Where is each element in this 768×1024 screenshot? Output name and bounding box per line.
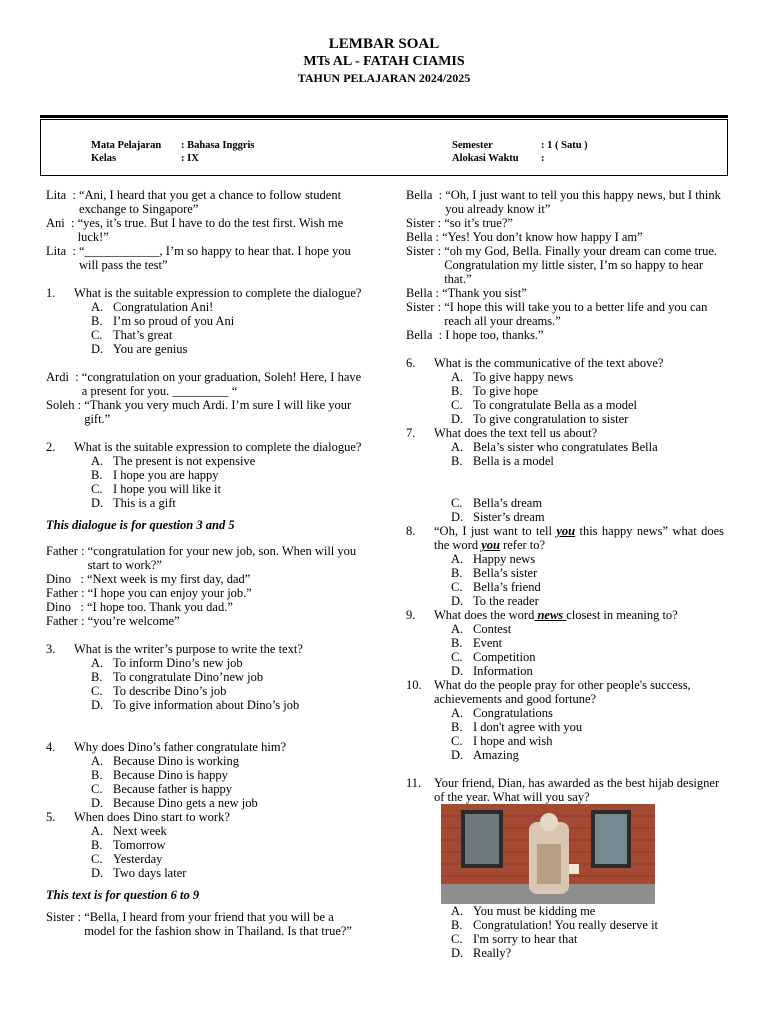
option-letter: C. bbox=[451, 932, 463, 946]
dialogue-line bbox=[406, 286, 724, 300]
speaker-name: Bella : bbox=[406, 286, 443, 300]
street-scene-illustration bbox=[441, 804, 655, 904]
q9-underline: news bbox=[534, 608, 567, 622]
question-stem bbox=[406, 356, 724, 370]
answer-option bbox=[91, 300, 366, 314]
info-left bbox=[91, 139, 255, 165]
answer-option bbox=[91, 698, 366, 712]
option-letter: C. bbox=[451, 580, 463, 594]
hijab-model-photo bbox=[441, 804, 655, 904]
option-text: To the reader bbox=[473, 594, 539, 608]
option-text: I don't agree with you bbox=[473, 720, 583, 734]
option-letter: C. bbox=[91, 482, 103, 496]
answer-option bbox=[451, 454, 724, 468]
dialogue-line bbox=[406, 328, 724, 342]
q8-post: refer to? bbox=[499, 538, 546, 552]
speaker-name: Ani : bbox=[46, 216, 78, 230]
option-letter: D. bbox=[91, 698, 104, 712]
option-text: To give happy news bbox=[473, 370, 574, 384]
answer-option bbox=[451, 946, 724, 960]
question-text: What is the suitable expression to complete the dialogue? bbox=[74, 286, 362, 300]
answer-option bbox=[91, 670, 366, 684]
academic-year: TAHUN PELAJARAN 2024/2025 bbox=[297, 71, 471, 85]
dialogue-text: “so it’s true?” bbox=[444, 216, 513, 230]
kelas-label: Kelas bbox=[91, 153, 117, 164]
option-text: Because father is happy bbox=[113, 782, 233, 796]
answer-option bbox=[451, 398, 724, 412]
dialogue-text: “Thank you very much Ardi. I’m sure I will like your gift.” bbox=[84, 398, 352, 426]
speaker-name: Father : bbox=[46, 614, 88, 628]
answer-option bbox=[451, 440, 724, 454]
option-letter: D. bbox=[451, 412, 464, 426]
option-text: Bela’s sister who congratulates Bella bbox=[473, 440, 658, 454]
option-text: Two days later bbox=[113, 866, 187, 880]
dialogue-2 bbox=[46, 370, 366, 426]
speaker-name: Dino : bbox=[46, 600, 87, 614]
option-letter: C. bbox=[451, 650, 463, 664]
option-letter: C. bbox=[91, 684, 103, 698]
option-letter: A. bbox=[91, 656, 104, 670]
answer-option bbox=[451, 664, 724, 678]
answer-option bbox=[451, 510, 724, 524]
answer-option bbox=[451, 748, 724, 762]
question-text: Your friend, Dian, has awarded as the best hijab designer of the year. What will you say? bbox=[434, 776, 720, 804]
question-stem bbox=[406, 776, 724, 804]
note-q3-5: This dialogue is for question 3 and 5 bbox=[46, 518, 235, 532]
dialogue-text: “Next week is my first day, dad” bbox=[86, 572, 251, 586]
answer-option bbox=[91, 684, 366, 698]
option-text: Because Dino gets a new job bbox=[113, 796, 258, 810]
option-text: Bella is a model bbox=[473, 454, 554, 468]
answer-option bbox=[91, 496, 366, 510]
option-text: Congratulations bbox=[473, 706, 553, 720]
option-letter: A. bbox=[451, 370, 464, 384]
question-number: 7. bbox=[406, 426, 416, 440]
question-9 bbox=[406, 608, 724, 622]
speaker-name: Sister : bbox=[406, 244, 445, 258]
dialogue-4-start bbox=[46, 910, 366, 938]
option-letter: D. bbox=[451, 594, 464, 608]
option-text: Happy news bbox=[473, 552, 536, 566]
answer-option bbox=[91, 796, 366, 810]
option-text: To give congratulation to sister bbox=[473, 412, 629, 426]
dialogue-line bbox=[46, 614, 366, 628]
question-number: 10. bbox=[406, 678, 422, 692]
option-text: Sister’s dream bbox=[473, 510, 545, 524]
option-text: Contest bbox=[473, 622, 512, 636]
dialogue-line bbox=[46, 398, 366, 426]
answer-option bbox=[451, 496, 724, 510]
option-letter: B. bbox=[91, 468, 103, 482]
dialogue-4-cont bbox=[406, 188, 724, 342]
answer-option bbox=[91, 852, 366, 866]
dialogue-text: “Thank you sist” bbox=[442, 286, 527, 300]
dialogue-line bbox=[46, 544, 366, 572]
question-number: 4. bbox=[46, 740, 56, 754]
dialogue-line bbox=[46, 910, 366, 938]
dialogue-line bbox=[46, 244, 366, 272]
dialogue-line bbox=[46, 586, 366, 600]
dialogue-text: “yes, it’s true. But I have to do the test first. Wish me luck!” bbox=[77, 216, 344, 244]
mapel-label: Mata Pelajaran bbox=[91, 140, 162, 151]
option-letter: A. bbox=[91, 754, 104, 768]
answer-option bbox=[451, 904, 724, 918]
option-text: I hope and wish bbox=[473, 734, 553, 748]
speaker-name: Bella : bbox=[406, 328, 446, 342]
answer-option bbox=[91, 866, 366, 880]
option-letter: B. bbox=[451, 454, 463, 468]
q8-options bbox=[406, 552, 724, 608]
option-text: To give information about Dino’s job bbox=[113, 698, 300, 712]
header-rule-thick bbox=[40, 115, 728, 118]
answer-option bbox=[91, 782, 366, 796]
option-text: Event bbox=[473, 636, 503, 650]
option-text: Congratulation Ani! bbox=[113, 300, 214, 314]
option-text: I hope you are happy bbox=[113, 468, 219, 482]
option-letter: B. bbox=[451, 384, 463, 398]
speaker-name: Soleh : bbox=[46, 398, 85, 412]
speaker-name: Lita : bbox=[46, 244, 79, 258]
option-letter: B. bbox=[91, 670, 103, 684]
answer-option bbox=[451, 384, 724, 398]
speaker-name: Sister : bbox=[406, 216, 445, 230]
dialogue-text: “Yes! You don’t know how happy I am” bbox=[442, 230, 643, 244]
answer-option bbox=[91, 824, 366, 838]
answer-option bbox=[91, 342, 366, 356]
dialogue-text: “Ani, I heard that you get a chance to follow student exchange to Singapore” bbox=[78, 188, 342, 216]
question-7 bbox=[406, 426, 724, 524]
option-text: Because Dino is happy bbox=[113, 768, 228, 782]
option-text: Bella’s friend bbox=[473, 580, 541, 594]
option-letter: A. bbox=[91, 824, 104, 838]
dialogue-text: “____________, I’m so happy to hear that. I hope you will pass the test” bbox=[78, 244, 351, 272]
question-text: What is the writer’s purpose to write the text? bbox=[74, 642, 303, 656]
question-number: 1. bbox=[46, 286, 56, 300]
answer-option bbox=[451, 918, 724, 932]
question-stem bbox=[46, 286, 366, 300]
option-text: I’m so proud of you Ani bbox=[113, 314, 235, 328]
option-text: You must be kidding me bbox=[473, 904, 596, 918]
question-text: When does Dino start to work? bbox=[74, 810, 230, 824]
school-name: MTs AL - FATAH CIAMIS bbox=[303, 54, 465, 69]
option-letter: B. bbox=[91, 768, 103, 782]
question-stem bbox=[46, 642, 366, 656]
question-text: Why does Dino’s father congratulate him? bbox=[74, 740, 287, 754]
question-text: What does the text tell us about? bbox=[434, 426, 598, 440]
speaker-name: Father : bbox=[46, 586, 88, 600]
q9-number: 9. bbox=[406, 608, 416, 622]
option-text: Because Dino is working bbox=[113, 754, 240, 768]
dialogue-line bbox=[46, 216, 366, 244]
answer-option bbox=[451, 734, 724, 748]
question-1 bbox=[46, 286, 366, 356]
option-text: Next week bbox=[113, 824, 167, 838]
question-stem bbox=[406, 426, 724, 440]
option-text: Bella’s dream bbox=[473, 496, 543, 510]
sheet-title: LEMBAR SOAL bbox=[328, 36, 440, 52]
option-text: Tomorrow bbox=[113, 838, 166, 852]
q8-underline-1: you bbox=[556, 524, 576, 538]
option-letter: B. bbox=[451, 720, 463, 734]
option-letter: D. bbox=[451, 664, 464, 678]
answer-option bbox=[451, 636, 724, 650]
dialogue-line bbox=[406, 244, 724, 286]
option-letter: D. bbox=[91, 796, 104, 810]
semester-label: Semester bbox=[452, 140, 493, 151]
question-6 bbox=[406, 356, 724, 426]
speaker-name: Bella : bbox=[406, 188, 446, 202]
question-3 bbox=[46, 642, 366, 712]
option-letter: A. bbox=[91, 454, 104, 468]
answer-option bbox=[91, 468, 366, 482]
option-letter: B. bbox=[91, 838, 103, 852]
answer-option bbox=[91, 656, 366, 670]
answer-option bbox=[91, 754, 366, 768]
answer-option bbox=[451, 566, 724, 580]
question-stem bbox=[406, 678, 724, 706]
dialogue-text: “you’re welcome” bbox=[87, 614, 180, 628]
dialogue-line bbox=[406, 230, 724, 244]
dialogue-line bbox=[406, 216, 724, 230]
dialogue-text: “congratulation on your graduation, Soleh! Here, I have a present for you. _________ “ bbox=[81, 370, 362, 398]
q8-pre: “Oh, I just want to tell bbox=[434, 524, 557, 538]
dialogue-text: “Bella, I heard from your friend that you will be a model for the fashion show in Thailand. Is that true?” bbox=[84, 910, 352, 938]
dialogue-line bbox=[46, 600, 366, 614]
option-text: The present is not expensive bbox=[113, 454, 256, 468]
question-text: What is the suitable expression to complete the dialogue? bbox=[74, 440, 362, 454]
q9-pre: What does the word bbox=[434, 608, 535, 622]
question-10 bbox=[406, 678, 724, 762]
answer-option bbox=[91, 314, 366, 328]
dialogue-text: “I hope too. Thank you dad.” bbox=[86, 600, 233, 614]
option-text: Really? bbox=[473, 946, 512, 960]
question-text: What is the communicative of the text above? bbox=[434, 356, 664, 370]
option-letter: B. bbox=[451, 566, 463, 580]
answer-option bbox=[91, 454, 366, 468]
option-text: Congratulation! You really deserve it bbox=[473, 918, 659, 932]
alokasi-label: Alokasi Waktu bbox=[452, 153, 519, 164]
option-letter: D. bbox=[91, 866, 104, 880]
option-text: Amazing bbox=[473, 748, 519, 762]
speaker-name: Father : bbox=[46, 544, 88, 558]
q8-underline-2: you bbox=[481, 538, 500, 552]
answer-option bbox=[451, 650, 724, 664]
option-letter: D. bbox=[91, 496, 104, 510]
speaker-name: Bella : bbox=[406, 230, 443, 244]
option-letter: C. bbox=[451, 496, 463, 510]
option-letter: A. bbox=[91, 300, 104, 314]
dialogue-3 bbox=[46, 544, 366, 628]
speaker-name: Sister : bbox=[46, 910, 85, 924]
option-letter: C. bbox=[91, 328, 103, 342]
dialogue-text: “I hope this will take you to a better life and you can reach all your dreams.” bbox=[444, 300, 708, 328]
option-text: Yesterday bbox=[113, 852, 163, 866]
answer-option bbox=[451, 552, 724, 566]
q8-number: 8. bbox=[406, 524, 416, 538]
option-text: I hope you will like it bbox=[113, 482, 221, 496]
option-letter: D. bbox=[451, 748, 464, 762]
option-letter: C. bbox=[91, 782, 103, 796]
option-letter: D. bbox=[451, 946, 464, 960]
dialogue-line bbox=[46, 572, 366, 586]
question-11 bbox=[406, 776, 724, 960]
alokasi-value: : bbox=[541, 153, 545, 164]
speaker-name: Sister : bbox=[406, 300, 445, 314]
question-text: What do the people pray for other people's success, achievements and good fortune? bbox=[434, 678, 691, 706]
answer-option bbox=[451, 706, 724, 720]
answer-option bbox=[91, 328, 366, 342]
option-letter: A. bbox=[451, 622, 464, 636]
answer-option bbox=[451, 594, 724, 608]
question-2 bbox=[46, 440, 366, 510]
question-number: 11. bbox=[406, 776, 422, 790]
dialogue-line bbox=[46, 370, 366, 398]
answer-option bbox=[91, 838, 366, 852]
option-text: To give hope bbox=[473, 384, 539, 398]
q9-post: closest in meaning to? bbox=[566, 608, 678, 622]
option-text: That’s great bbox=[113, 328, 173, 342]
question-stem bbox=[46, 740, 366, 754]
question-stem bbox=[46, 440, 366, 454]
option-letter: B. bbox=[451, 636, 463, 650]
option-text: Information bbox=[473, 664, 533, 678]
mapel-value: : Bahasa Inggris bbox=[181, 140, 255, 151]
answer-option bbox=[91, 482, 366, 496]
semester-value: : 1 ( Satu ) bbox=[541, 140, 588, 151]
option-letter: C. bbox=[91, 852, 103, 866]
option-text: Bella’s sister bbox=[473, 566, 538, 580]
option-letter: D. bbox=[451, 510, 464, 524]
dialogue-line bbox=[406, 300, 724, 328]
question-number: 5. bbox=[46, 810, 56, 824]
option-text: This is a gift bbox=[113, 496, 176, 510]
dialogue-line bbox=[406, 188, 724, 216]
note-q6-9: This text is for question 6 to 9 bbox=[46, 888, 200, 902]
question-4 bbox=[46, 740, 366, 810]
question-number: 6. bbox=[406, 356, 416, 370]
option-text: You are genius bbox=[113, 342, 188, 356]
kelas-value: : IX bbox=[181, 153, 199, 164]
question-stem bbox=[46, 810, 366, 824]
option-letter: B. bbox=[91, 314, 103, 328]
question-number: 2. bbox=[46, 440, 56, 454]
question-number: 3. bbox=[46, 642, 56, 656]
question-8 bbox=[406, 524, 724, 552]
option-text: To describe Dino’s job bbox=[113, 684, 227, 698]
option-letter: D. bbox=[91, 342, 104, 356]
option-letter: A. bbox=[451, 552, 464, 566]
speaker-name: Lita : bbox=[46, 188, 79, 202]
option-letter: A. bbox=[451, 904, 464, 918]
answer-option bbox=[451, 580, 724, 594]
dialogue-line bbox=[46, 188, 366, 216]
option-letter: C. bbox=[451, 398, 463, 412]
q9-options bbox=[406, 622, 724, 678]
answer-option bbox=[451, 622, 724, 636]
option-letter: C. bbox=[451, 734, 463, 748]
option-letter: A. bbox=[451, 440, 464, 454]
dialogue-text: “I hope you can enjoy your job.” bbox=[87, 586, 252, 600]
left-column bbox=[46, 188, 366, 938]
question-5 bbox=[46, 810, 366, 880]
answer-option bbox=[91, 768, 366, 782]
q8-mid: this happy news” what does the word bbox=[434, 524, 724, 552]
dialogue-text: “oh my God, Bella. Finally your dream can come true. Congratulation my little sister, I’m so happy to hear that.” bbox=[444, 244, 718, 286]
option-text: To congratulate Bella as a model bbox=[473, 398, 637, 412]
option-text: Competition bbox=[473, 650, 536, 664]
answer-option bbox=[451, 370, 724, 384]
option-text: To inform Dino’s new job bbox=[113, 656, 243, 670]
answer-option bbox=[451, 412, 724, 426]
speaker-name: Dino : bbox=[46, 572, 87, 586]
answer-option bbox=[451, 720, 724, 734]
option-letter: B. bbox=[451, 918, 463, 932]
option-text: I'm sorry to hear that bbox=[473, 932, 578, 946]
dialogue-text: “Oh, I just want to tell you this happy news, but I think you already know it” bbox=[445, 188, 721, 216]
option-letter: A. bbox=[451, 706, 464, 720]
dialogue-text: I hope too, thanks.” bbox=[445, 328, 544, 342]
answer-option bbox=[451, 932, 724, 946]
dialogue-1 bbox=[46, 188, 366, 272]
right-column bbox=[406, 188, 724, 960]
dialogue-text: “congratulation for your new job, son. When will you start to work?” bbox=[87, 544, 357, 572]
speaker-name: Ardi : bbox=[46, 370, 82, 384]
option-text: To congratulate Dino’new job bbox=[113, 670, 264, 684]
info-right bbox=[452, 139, 588, 165]
